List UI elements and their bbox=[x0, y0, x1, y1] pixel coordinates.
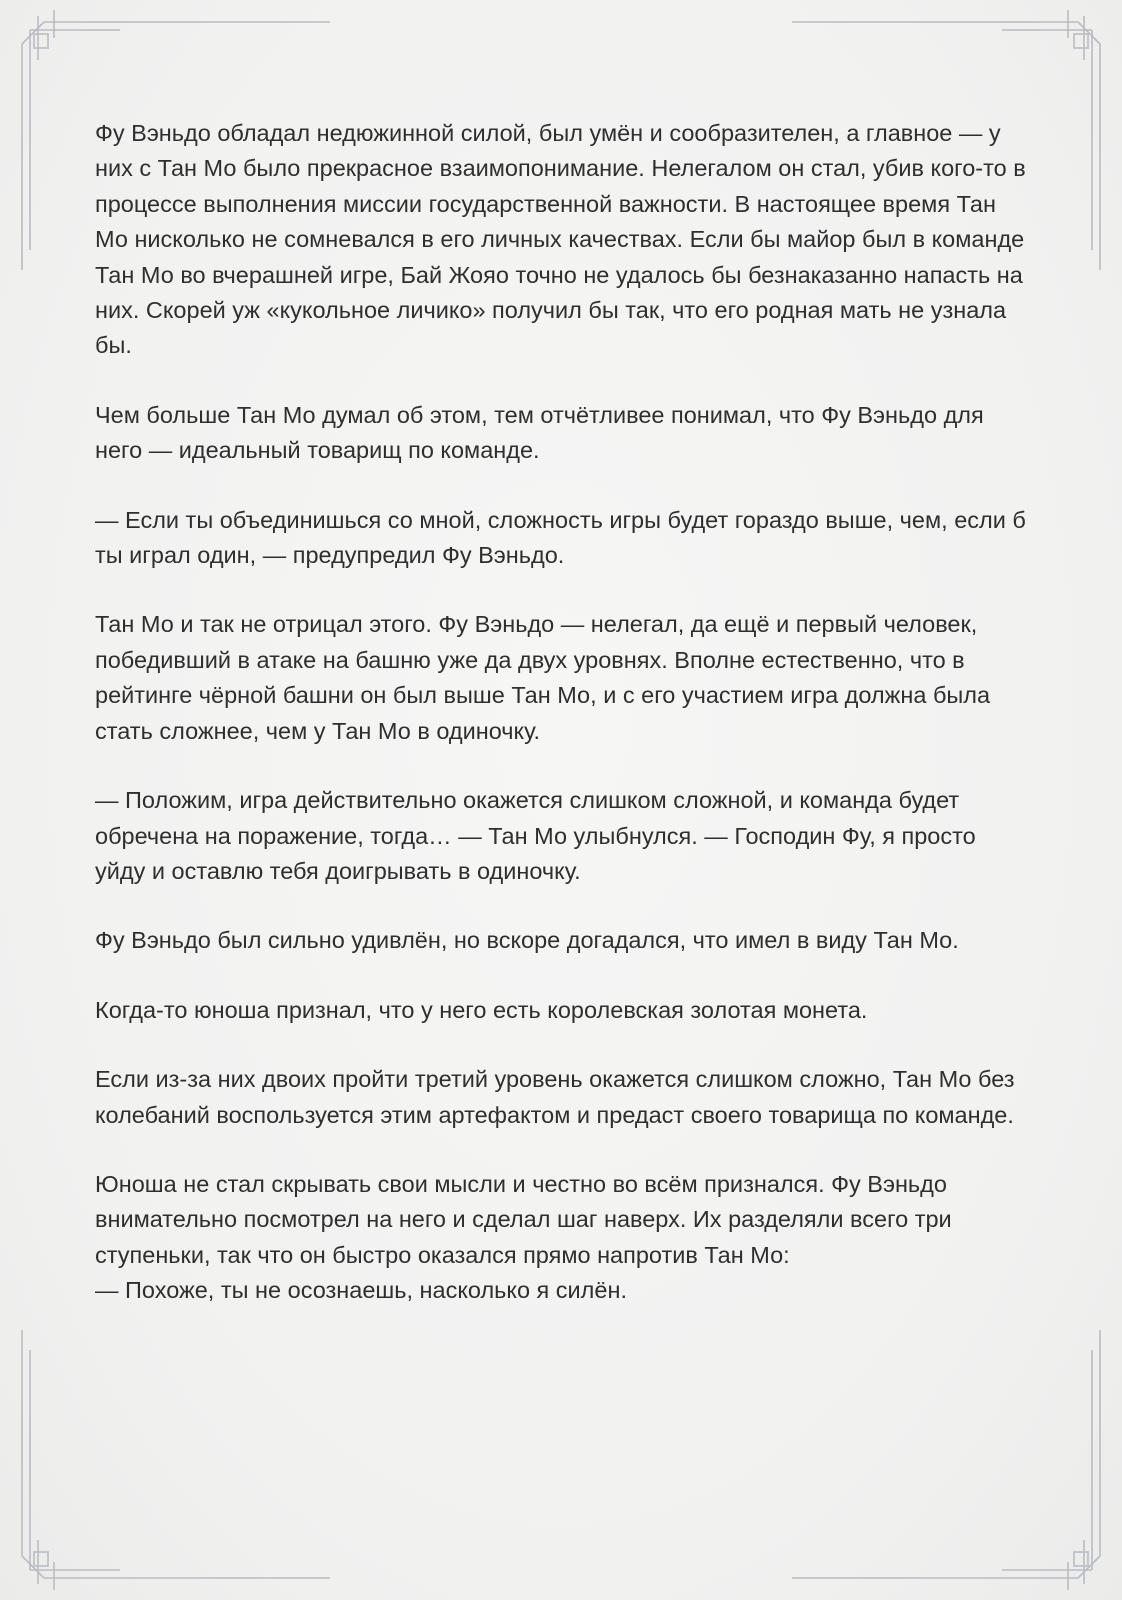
paragraph: Если из-за них двоих пройти третий уровень окажется слишком сложно, Тан Мо без колебаний воспользуется этим артефактом и предаст своего товарища по команде. bbox=[95, 1066, 1015, 1128]
paragraph: — Положим, игра действительно окажется слишком сложной, и команда будет обречена на поражение, тогда… — Тан Мо улыбнулся. — Господин Фу, я просто уйду и оставлю тебя доигрывать в одиночку. bbox=[95, 787, 976, 884]
paragraph: — Если ты объединишься со мной, сложность игры будет гораздо выше, чем, если б ты играл один, — предупредил Фу Вэньдо. bbox=[95, 506, 1026, 569]
paragraph: Тан Мо и так не отрицал этого. Фу Вэньдо — нелегал, да ещё и первый человек, победивший в атаке на башню уже да двух уровнях. Вполне естественно, что в рейтинге чёрной башни он был выше Тан Мо, и с его участием игра должна была стать сложнее, чем у Тан Мо в одиночку. bbox=[95, 611, 991, 744]
paragraph: Фу Вэньдо был сильно удивлён, но вскоре догадался, что имел в виду Тан Мо. bbox=[95, 927, 959, 954]
paragraph: Юноша не стал скрывать свои мысли и честно во всём признался. Фу Вэньдо внимательно посмотрел на него и сделал шаг наверх. Их разделяли всего три ступеньки, так что он быстро оказался прямо напротив Тан Мо: — Похоже, ты не осознаешь, насколько я силён. bbox=[95, 1170, 952, 1304]
paragraph: Когда-то юноша признал, что у него есть королевская золотая монета. bbox=[95, 996, 868, 1023]
paragraph: Фу Вэньдо обладал недюжинной силой, был умён и сообразителен, а главное — у них с Тан Мо было прекрасное взаимопонимание. Нелегалом он стал, убив кого-то в процессе выполнения миссии государственной важности. В настоящее время Тан Мо нисколько не сомневался в его личных качествах. Если бы майор был в команде Тан Мо во вчерашней игре, Бай Жояо точно не удалось бы безнаказанно напасть на них. Скорей уж «кукольное личико» получил бы так, что его родная мать не узнала бы. bbox=[95, 120, 1026, 359]
frame-corner-bottom-right bbox=[792, 1330, 1100, 1590]
paragraph: Чем больше Тан Мо думал об этом, тем отчётливее понимал, что Фу Вэньдо для него — идеальный товарищ по команде. bbox=[95, 401, 984, 464]
document-body bbox=[95, 116, 1030, 1343]
frame-corner-bottom-left bbox=[22, 1330, 330, 1590]
